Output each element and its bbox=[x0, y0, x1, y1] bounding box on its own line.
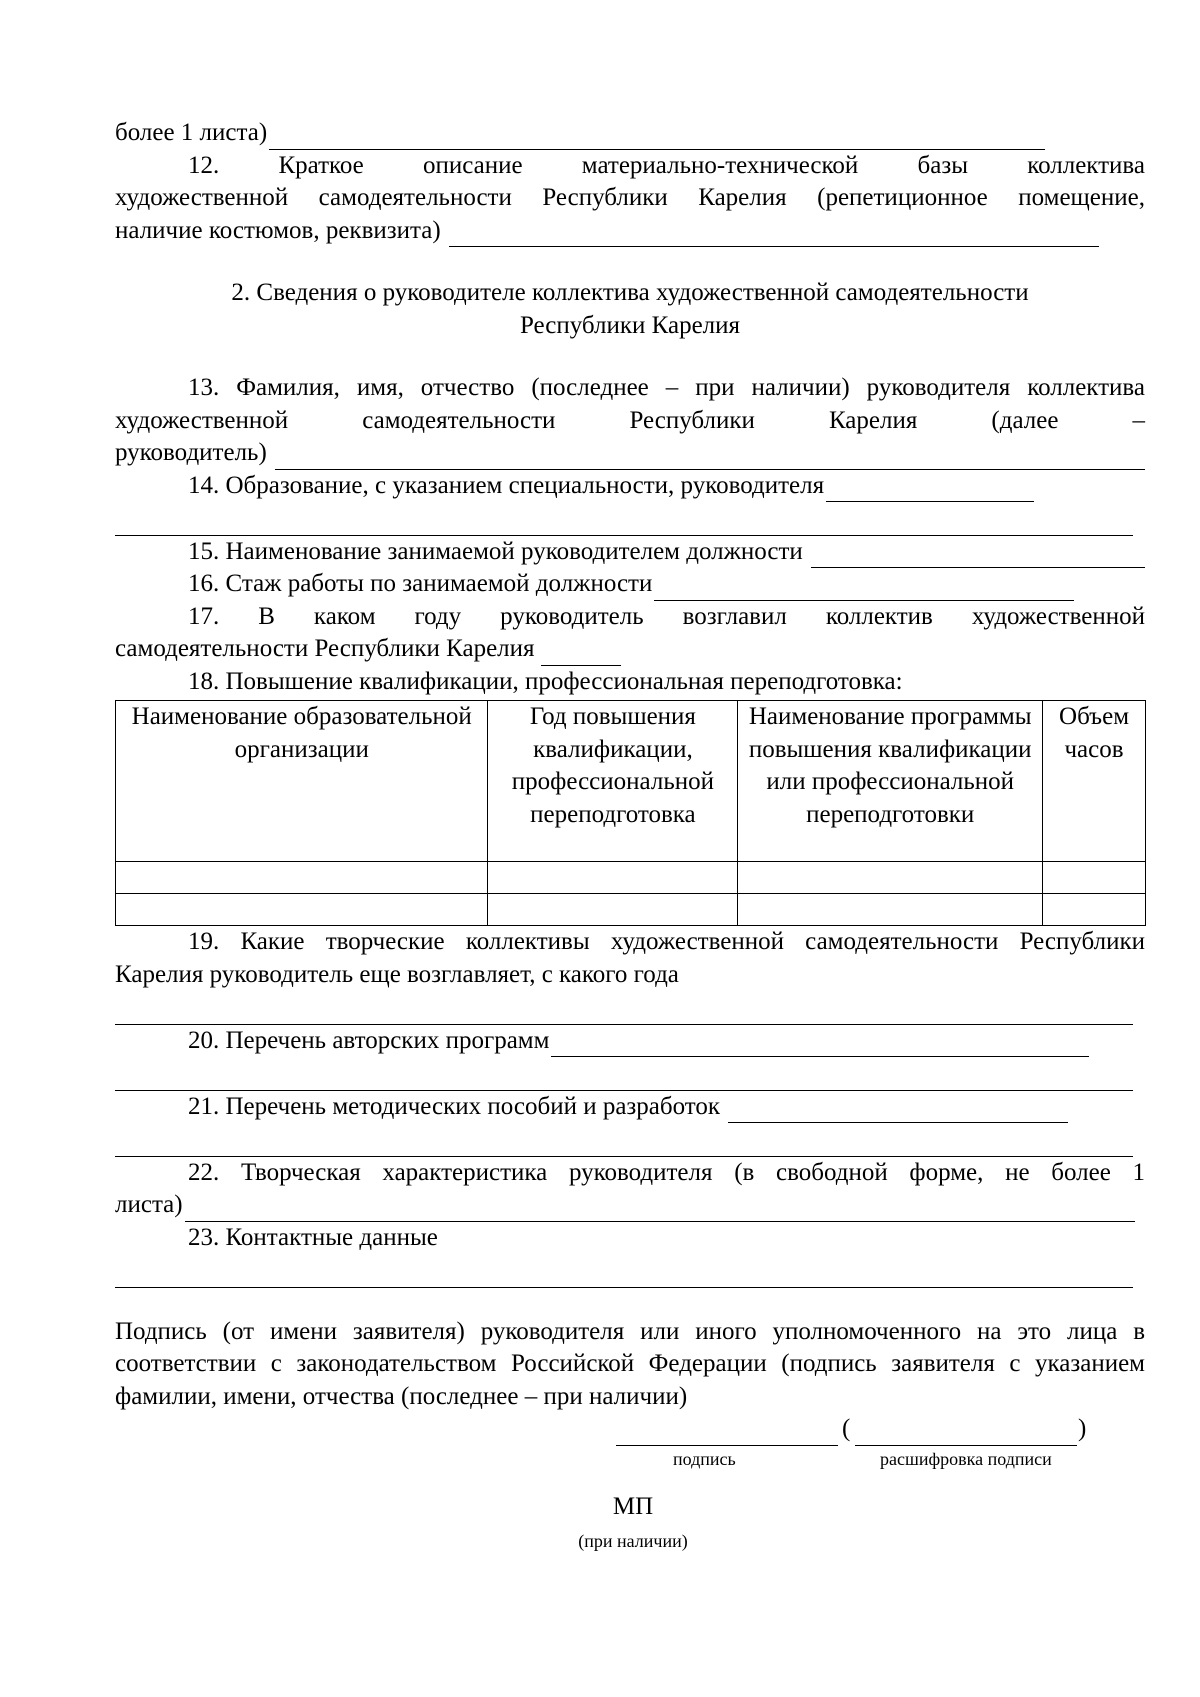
item-12-line2: художественной самодеятельности Республики Карелия (репетиционное помещение, bbox=[115, 184, 1145, 211]
item-12-word: коллектива bbox=[1027, 151, 1145, 179]
item-14-blank-line[interactable] bbox=[115, 502, 1133, 536]
paren-close: ) bbox=[1078, 1415, 1087, 1442]
item-16-text: 16. Стаж работы по занимаемой должности bbox=[188, 570, 653, 597]
item-17-blank[interactable] bbox=[541, 641, 621, 666]
signature-decode-caption: расшифровка подписи bbox=[880, 1449, 1052, 1469]
item-13-blank[interactable] bbox=[275, 445, 1145, 470]
item-17-tail: самодеятельности Республики Карелия bbox=[115, 635, 535, 662]
item-23-text: 23. Контактные данные bbox=[188, 1223, 438, 1251]
item-12-word: 12. bbox=[188, 151, 220, 179]
intro-tail-line bbox=[115, 117, 1145, 150]
item-12-word: Краткое bbox=[278, 151, 364, 179]
signature-decode-blank[interactable] bbox=[855, 1421, 1077, 1446]
item-14-line bbox=[115, 470, 1145, 503]
signature-caption: подпись bbox=[673, 1449, 736, 1469]
table-cell[interactable] bbox=[738, 862, 1043, 894]
item-22-tail: листа) bbox=[115, 1191, 183, 1218]
item-21-line bbox=[115, 1091, 1145, 1124]
item-14-blank[interactable] bbox=[826, 477, 1034, 502]
signature-blank[interactable] bbox=[616, 1421, 838, 1446]
item-12-word: материально-технической bbox=[581, 151, 859, 179]
section-2-heading bbox=[115, 277, 1145, 342]
item-13-line bbox=[115, 437, 1145, 470]
item-20-blank-line[interactable] bbox=[115, 1057, 1133, 1091]
table-cell[interactable] bbox=[488, 862, 738, 894]
section-2-title-line2: Республики Карелия bbox=[519, 311, 741, 339]
item-17 bbox=[115, 601, 1145, 666]
table-cell[interactable] bbox=[488, 894, 738, 926]
table-header-cell: Наименование образовательной организации bbox=[116, 701, 488, 862]
item-19-text: 19. Какие творческие коллективы художественной самодеятельности Республики Карелия руководитель еще возглавляет, с какого года bbox=[115, 928, 1145, 988]
item-12-blank[interactable] bbox=[449, 222, 1099, 247]
intro-tail-blank[interactable] bbox=[269, 125, 1045, 150]
item-16-line bbox=[115, 568, 1145, 601]
item-23 bbox=[115, 1222, 1145, 1288]
signature-area bbox=[115, 1413, 1145, 1563]
item-23-blank-line[interactable] bbox=[115, 1254, 1133, 1288]
item-12 bbox=[115, 150, 1145, 248]
item-21-blank-line[interactable] bbox=[115, 1123, 1133, 1157]
item-17-text: 17. В каком году руководитель возглавил коллектив художественной bbox=[188, 602, 1145, 630]
stamp-note: (при наличии) bbox=[578, 1531, 688, 1551]
stamp-label: МП bbox=[612, 1493, 654, 1520]
item-14-text: 14. Образование, с указанием специальности, руководителя bbox=[188, 471, 825, 499]
item-21-blank[interactable] bbox=[728, 1098, 1068, 1123]
item-17-line bbox=[115, 633, 1145, 666]
item-12-word: описание bbox=[422, 151, 523, 179]
item-19 bbox=[115, 926, 1145, 1025]
table-header-cell: Объем часов bbox=[1043, 701, 1146, 862]
item-15-line bbox=[115, 536, 1145, 569]
item-19-blank-line[interactable] bbox=[115, 991, 1133, 1025]
table-header-row bbox=[116, 701, 1146, 862]
item-13-text: 13. Фамилия, имя, отчество (последнее – при наличии) руководителя коллектива художественной самодеятельности Республики Карелия (далее – bbox=[115, 374, 1145, 434]
table-cell[interactable] bbox=[1043, 862, 1146, 894]
item-20-line bbox=[115, 1025, 1145, 1058]
table-row bbox=[116, 894, 1146, 926]
spacer bbox=[115, 342, 1145, 372]
qualification-table bbox=[115, 700, 1146, 926]
item-12-word: базы bbox=[917, 151, 968, 179]
table-cell[interactable] bbox=[116, 862, 488, 894]
item-16-blank[interactable] bbox=[654, 576, 1074, 601]
item-13 bbox=[115, 372, 1145, 470]
item-21-text: 21. Перечень методических пособий и разработок bbox=[188, 1092, 721, 1120]
item-22 bbox=[115, 1157, 1145, 1222]
item-22-blank[interactable] bbox=[185, 1197, 1135, 1222]
item-12-line1 bbox=[115, 150, 1145, 183]
item-20-blank[interactable] bbox=[551, 1032, 1089, 1057]
item-22-line bbox=[115, 1189, 1145, 1222]
form-content bbox=[115, 117, 1145, 1563]
table-header-cell: Наименование программы повышения квалификации или профессиональной переподготовки bbox=[738, 701, 1043, 862]
item-22-text: 22. Творческая характеристика руководителя (в свободной форме, не более 1 bbox=[188, 1158, 1145, 1186]
item-15-blank[interactable] bbox=[811, 543, 1145, 568]
paren-open: ( bbox=[842, 1415, 851, 1442]
signature-text: Подпись (от имени заявителя) руководителя или иного уполномоченного на это лица в соответствии с законодательством Российской Федерации (подпись заявителя с указанием фамилии, имени, отчества (последнее – при наличии) bbox=[115, 1317, 1145, 1410]
item-15-text: 15. Наименование занимаемой руководителем должности bbox=[188, 537, 803, 565]
item-13-tail: руководитель) bbox=[115, 439, 267, 466]
item-12-line3 bbox=[115, 215, 1145, 248]
intro-tail-text: более 1 листа) bbox=[115, 119, 268, 146]
item-20 bbox=[115, 1025, 1145, 1091]
spacer bbox=[115, 247, 1145, 277]
item-21 bbox=[115, 1091, 1145, 1157]
table-cell[interactable] bbox=[116, 894, 488, 926]
item-12-line3-text: наличие костюмов, реквизита) bbox=[115, 216, 441, 244]
item-18-text: 18. Повышение квалификации, профессиональная переподготовка: bbox=[188, 667, 903, 695]
table-cell[interactable] bbox=[1043, 894, 1146, 926]
item-20-text: 20. Перечень авторских программ bbox=[188, 1026, 550, 1054]
item-14 bbox=[115, 470, 1145, 536]
section-2-title-line1: 2. Сведения о руководителе коллектива художественной самодеятельности bbox=[231, 279, 1029, 306]
table-row bbox=[116, 862, 1146, 894]
spacer bbox=[115, 1288, 1145, 1316]
table-cell[interactable] bbox=[738, 894, 1043, 926]
table-header-cell: Год повышения квалификации, профессиональной переподготовка bbox=[488, 701, 738, 862]
